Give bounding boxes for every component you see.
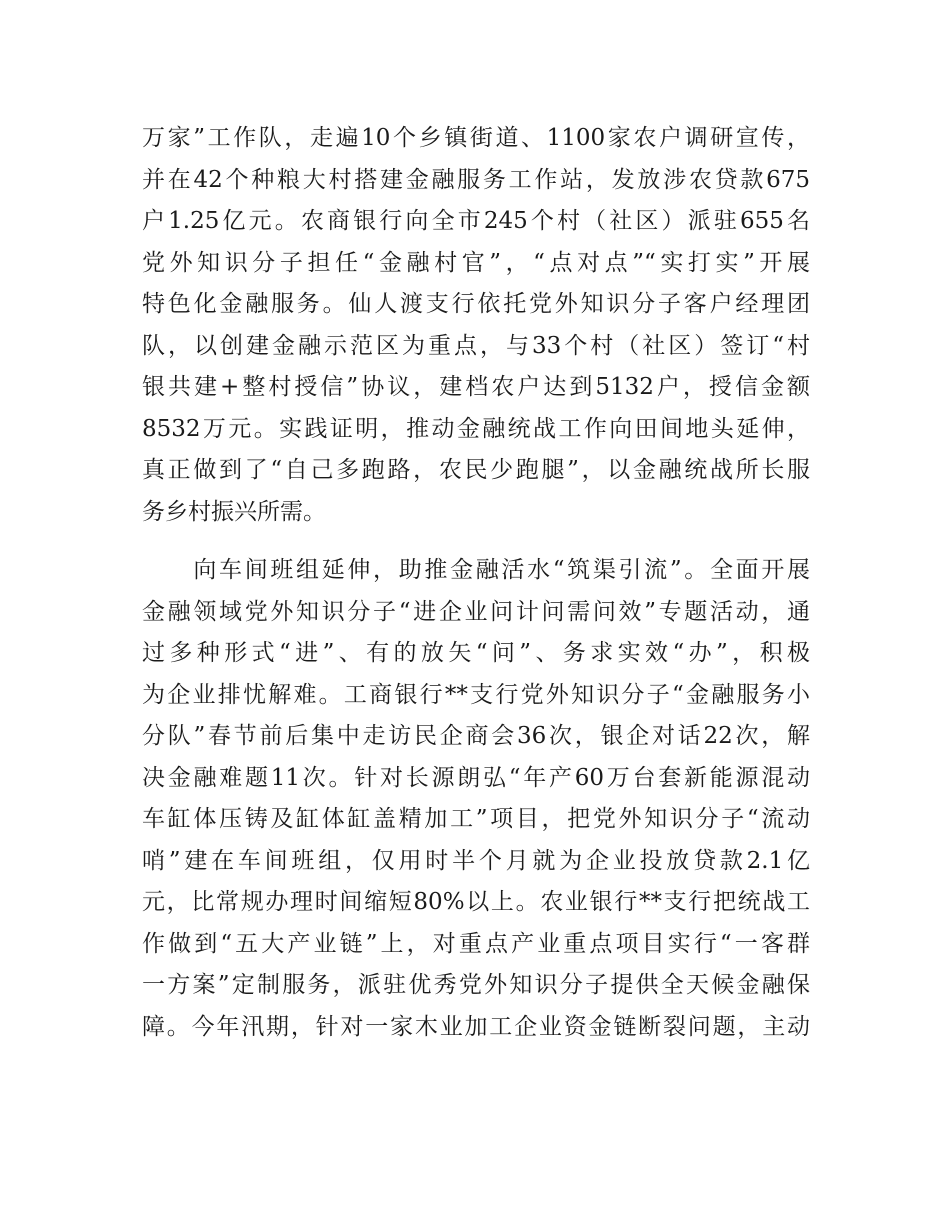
text-line: 8532万元。实践证明，推动金融统战工作向田间地头延伸， xyxy=(142,415,810,442)
body-text xyxy=(142,118,810,1048)
paragraph-2 xyxy=(142,550,810,1048)
text-line: 务乡村振兴所需。 xyxy=(142,498,326,525)
text-line: 障。今年汛期，针对一家木业加工企业资金链断裂问题，主动 xyxy=(142,1013,810,1040)
text-line: 户1.25亿元。农商银行向全市245个村（社区）派驻655名 xyxy=(142,208,810,234)
text-line: 分队”春节前后集中走访民企商会36次，银企对话22次，解 xyxy=(142,723,810,749)
text-line: 为企业排忧解难。工商银行**支行党外知识分子“金融服务小 xyxy=(142,681,810,708)
text-line: 队，以创建金融示范区为重点，与33个村（社区）签订“村 xyxy=(142,332,810,359)
paragraph-spacer xyxy=(142,533,810,550)
text-line: 向车间班组延伸，助推金融活水“筑渠引流”。全面开展 xyxy=(142,557,810,583)
text-line: 党外知识分子担任“金融村官”，“点对点”“实打实”开展 xyxy=(142,249,810,276)
text-line: 金融领域党外知识分子“进企业问计问需问效”专题活动，通 xyxy=(142,598,810,625)
paragraph-1 xyxy=(142,118,810,533)
text-line: 一方案”定制服务，派驻优秀党外知识分子提供全天候金融保 xyxy=(142,972,810,998)
text-line: 特色化金融服务。仙人渡支行依托党外知识分子客户经理团 xyxy=(142,291,810,317)
text-line: 作做到“五大产业链”上，对重点产业重点项目实行“一客群 xyxy=(142,930,810,957)
text-line: 车缸体压铸及缸体缸盖精加工”项目，把党外知识分子“流动 xyxy=(142,806,810,832)
text-line: 万家”工作队，走遍10个乡镇街道、1100家农户调研宣传， xyxy=(142,125,810,151)
text-line: 决金融难题11次。针对长源朗弘“年产60万台套新能源混动 xyxy=(142,764,810,791)
text-line: 过多种形式“进”、有的放矢“问”、务求实效“办”，积极 xyxy=(142,640,810,666)
text-line: 哨”建在车间班组，仅用时半个月就为企业投放贷款2.1亿 xyxy=(142,847,810,874)
text-line: 并在42个种粮大村搭建金融服务工作站，发放涉农贷款675 xyxy=(142,166,810,193)
text-line: 真正做到了“自己多跑路，农民少跑腿”，以金融统战所长服 xyxy=(142,457,810,483)
text-line: 元，比常规办理时间缩短80%以上。农业银行**支行把统战工 xyxy=(142,889,810,915)
text-line: 银共建+整村授信”协议，建档农户达到5132户，授信金额 xyxy=(142,374,810,400)
